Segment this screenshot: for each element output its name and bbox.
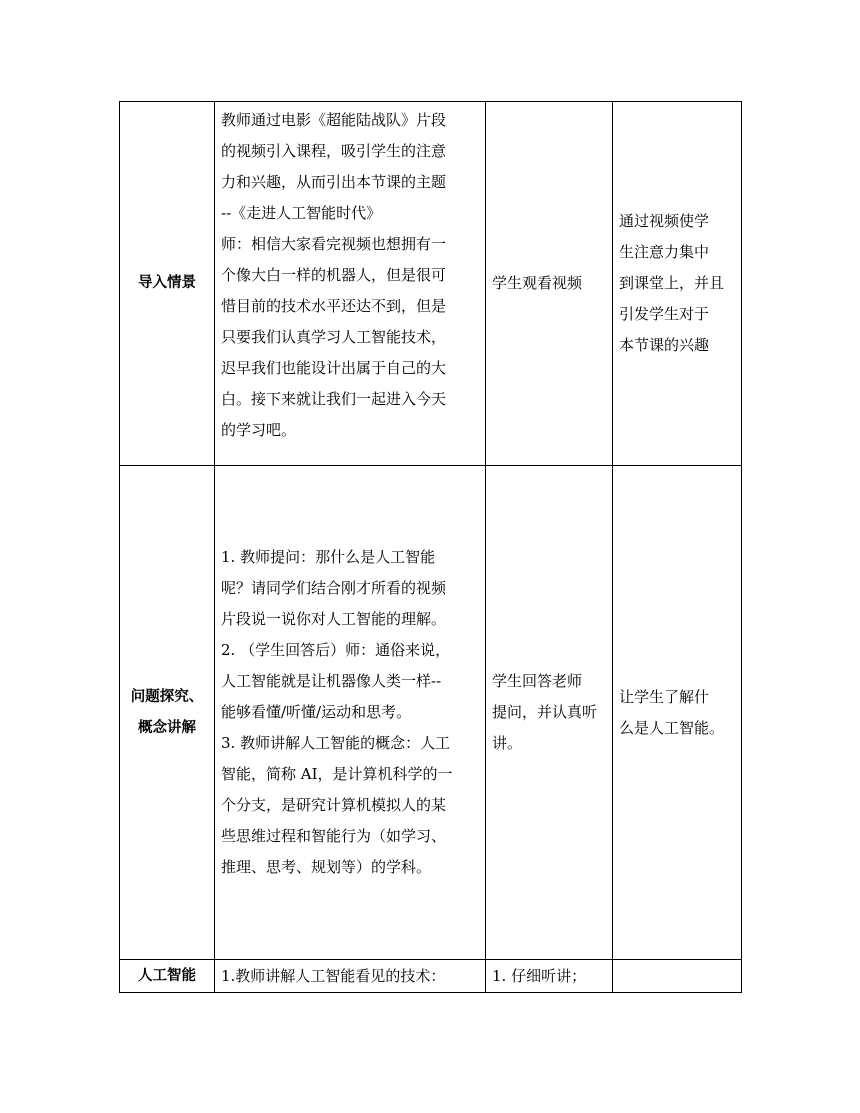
- design-intent-cell: 让学生了解什 么是人工智能。: [613, 466, 742, 960]
- teacher-activity-cell: 教师通过电影《超能陆战队》片段 的视频引入课程，吸引学生的注意 力和兴趣，从而引出本节课的主题 --《走进人工智能时代》 师：相信大家看完视频也想拥有一 个像大白一样的机器人，但是很可 惜目前的技术水平还达不到，但是 只要我们认真学习人工智能技术， 迟早我们也能设计出属于自己的大 白。接下来就让我们一起进入今天 的学习吧。: [215, 102, 486, 466]
- design-intent-cell: [613, 960, 742, 993]
- teacher-activity-cell: 1.教师讲解人工智能看见的技术：: [215, 960, 486, 993]
- student-activity-cell: 学生回答老师 提问，并认真听 讲。: [486, 466, 613, 960]
- phase-cell: 问题探究、 概念讲解: [120, 466, 215, 960]
- phase-cell: 导入情景: [120, 102, 215, 466]
- student-activity-cell: 学生观看视频: [486, 102, 613, 466]
- table-row: [120, 102, 742, 466]
- student-activity-cell: 1. 仔细听讲；: [486, 960, 613, 993]
- phase-cell: 人工智能: [120, 960, 215, 993]
- design-intent-cell: 通过视频使学 生注意力集中 到课堂上，并且 引发学生对于 本节课的兴趣: [613, 102, 742, 466]
- teacher-activity-cell: 1. 教师提问：那什么是人工智能 呢？请同学们结合刚才所看的视频 片段说一说你对人工智能的理解。 2. （学生回答后）师：通俗来说， 人工智能就是让机器像人类一样-- 能够看懂/听懂/运动和思考。 3. 教师讲解人工智能的概念：人工 智能，简称 AI，是计算机科学的一 个分支，是研究计算机模拟人的某 些思维过程和智能行为（如学习、 推理、思考、规划等）的学科。: [215, 466, 486, 960]
- table-row: [120, 960, 742, 993]
- table-row: [120, 466, 742, 960]
- lesson-plan-table: [119, 101, 742, 993]
